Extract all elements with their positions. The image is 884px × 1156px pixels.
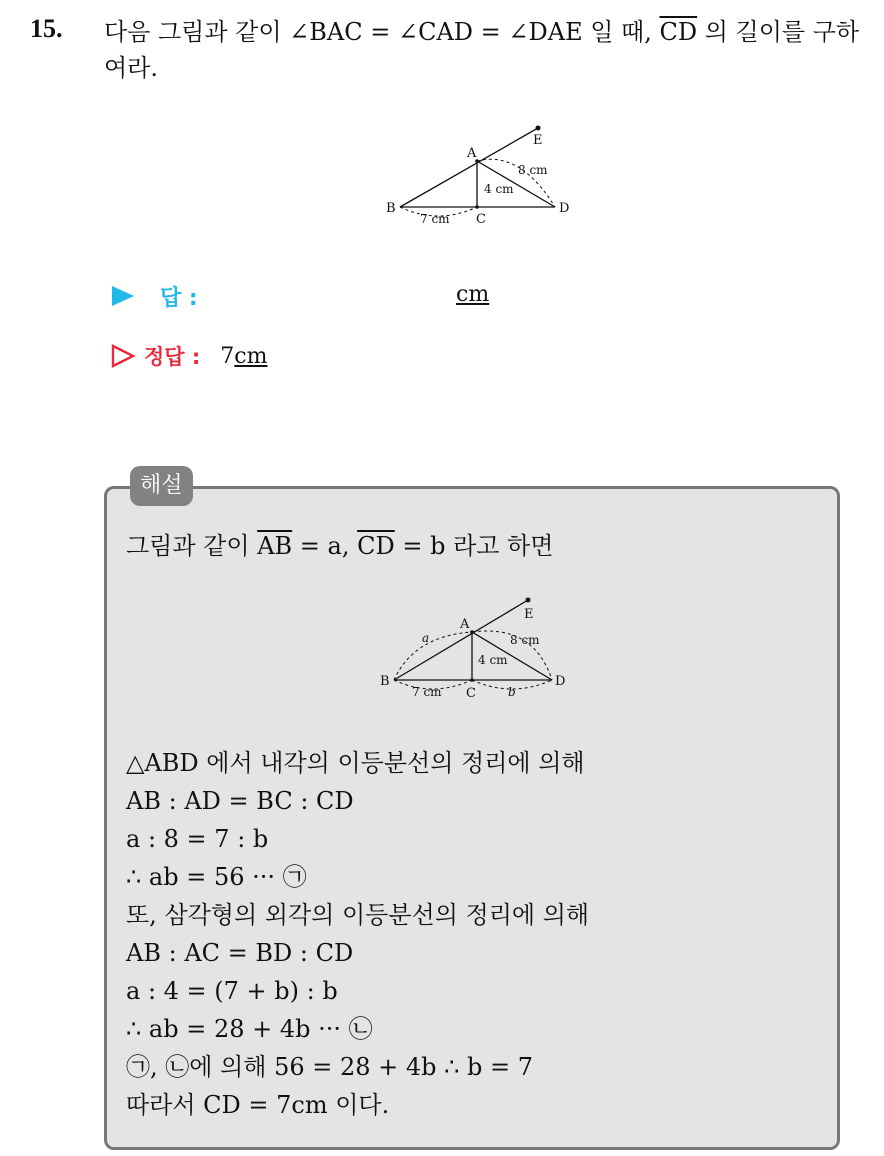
explanation-line: a : 8 = 7 : b <box>126 825 269 853</box>
correct-label: 정답 : <box>144 345 201 369</box>
answer-label: 답 : <box>160 285 198 311</box>
answer-unit: cm <box>456 282 490 307</box>
point-d: D <box>559 201 570 216</box>
svg-text:A: A <box>460 617 470 632</box>
segment-cd: $\overline{CD}$ <box>659 18 698 46</box>
point-a: A <box>467 146 477 161</box>
explanation-line: ∴ ab = 28 + 4b ··· ㉡ <box>126 1015 373 1043</box>
explanation-line: ∴ ab = 56 ··· ㉠ <box>126 863 307 891</box>
label-bc: 7 cm <box>420 212 450 226</box>
explanation-lines <box>126 744 589 1124</box>
label-ad: 8 cm <box>518 163 548 177</box>
svg-text:D: D <box>555 674 566 689</box>
answer-arrow-icon <box>110 284 136 308</box>
explanation-intro: 그림과 같이 $\overline{AB} = a$, $\overline{CD} = b$ 라고 하면 <box>126 532 554 560</box>
question-figure <box>380 120 580 230</box>
point-c: C <box>476 212 486 227</box>
correct-answer-row <box>110 340 267 372</box>
explanation-line: a : 4 = (7 + b) : b <box>126 977 338 1005</box>
explanation-tab: 해설 <box>130 466 193 506</box>
explanation-line: 또, 삼각형의 외각의 이등분선의 정리에 의해 <box>126 901 590 929</box>
answer-row <box>110 280 198 312</box>
svg-text:E: E <box>524 607 534 622</box>
explanation-line: AB : AC = BD : CD <box>126 939 354 967</box>
explanation-line: ㉠, ㉡에 의해 56 = 28 + 4b ∴ b = 7 <box>126 1053 534 1081</box>
explanation-figure <box>374 594 584 706</box>
label-a: a <box>422 631 430 645</box>
point-b: B <box>386 201 396 216</box>
svg-text:7 cm: 7 cm <box>412 685 442 699</box>
explanation-line: △ABD 에서 내각의 이등분선의 정리에 의해 <box>126 749 585 777</box>
question-text: 다음 그림과 같이 ∠BAC = ∠CAD = ∠DAE 일 때, $\overline{CD}$ 의 길이를 구하여라. <box>104 18 860 82</box>
svg-text:4 cm: 4 cm <box>478 653 508 667</box>
svg-text:C: C <box>466 686 476 701</box>
label-b: b <box>508 685 516 699</box>
explanation-line: 따라서 CD = 7cm 이다. <box>126 1091 390 1119</box>
label-ac: 4 cm <box>484 182 514 196</box>
correct-value: 7cm <box>220 343 268 369</box>
point-e: E <box>533 133 543 148</box>
question-number: 15. <box>30 14 63 43</box>
svg-text:B: B <box>380 674 390 689</box>
correct-arrow-icon <box>110 344 136 368</box>
svg-text:8 cm: 8 cm <box>510 633 540 647</box>
explanation-line: AB : AD = BC : CD <box>126 787 354 815</box>
